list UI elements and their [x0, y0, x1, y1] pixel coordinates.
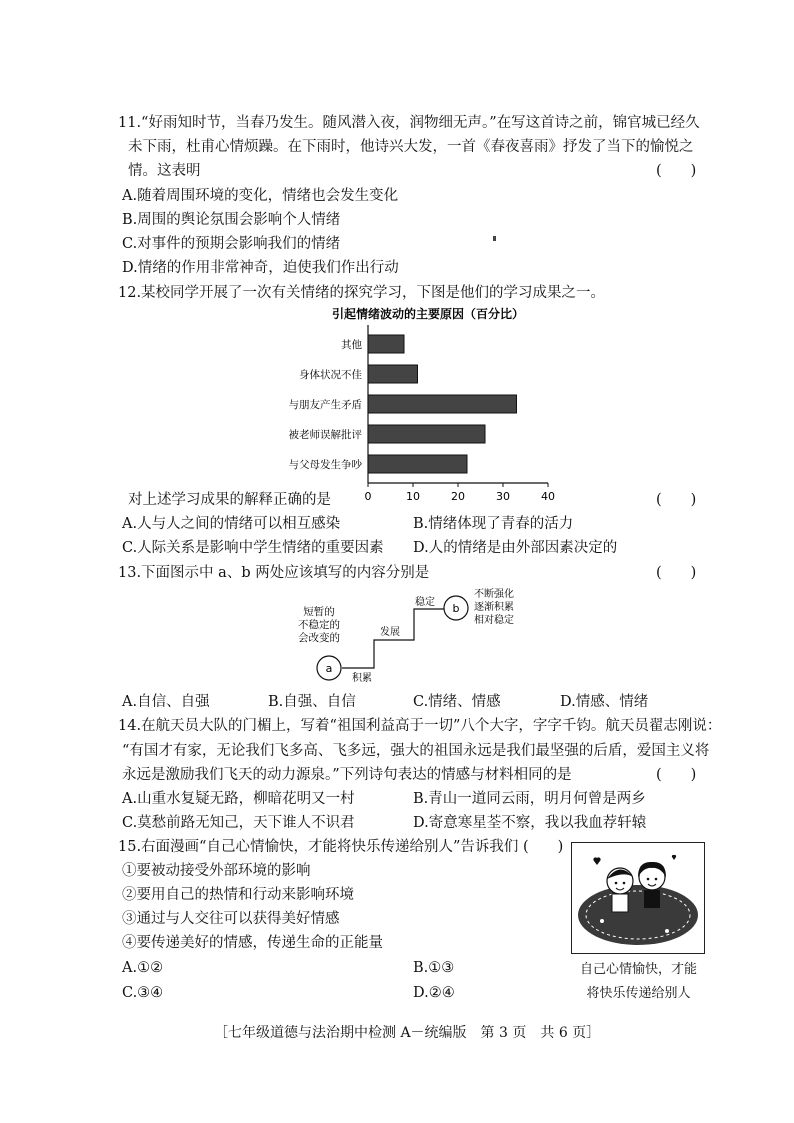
q12-question: 对上述学习成果的解释正确的是 [128, 492, 331, 508]
chart-x-tick-label: 30 [496, 490, 510, 503]
q14-option-b: B.青山一道同云雨，明月何曾是两乡 [413, 791, 646, 807]
q13-answer-paren: ( ) [656, 565, 697, 581]
comic-caption-line-1: 自己心情愉快，才能 [579, 962, 697, 977]
chart-x-tick-label: 0 [364, 490, 372, 503]
q15-item-1: ①要被动接受外部环境的影响 [122, 863, 311, 879]
q13-stem: 13.下面图示中 a、b 两处应该填写的内容分别是 [118, 565, 430, 581]
chart-title: 引起情绪波动的主要原因（百分比） [331, 307, 525, 321]
a-desc-line-2: 不稳定的 [298, 619, 340, 631]
q14-answer-paren: ( ) [656, 767, 697, 783]
q11-option-d: D.情绪的作用非常神奇，迫使我们作出行动 [122, 260, 399, 276]
q12-option-c: C.人际关系是影响中学生情绪的重要因素 [122, 540, 384, 556]
q13-option-c: C.情绪、情感 [413, 694, 501, 710]
chart-bar [368, 425, 485, 443]
q14-stem-line-2: “有国才有家，无论我们飞多高、飞多远，强大的祖国永远是我们最坚强的后盾，爱国主义将 [122, 743, 710, 759]
comic-caption-line-2: 将快乐传递给别人 [586, 986, 691, 1001]
chart-bar [368, 365, 418, 383]
q11-answer-paren: ( ) [656, 163, 697, 179]
q12-stem: 12.某校同学开展了一次有关情绪的探究学习，下图是他们的学习成果之一。 [118, 285, 606, 301]
chart-x-tick-label: 20 [451, 490, 465, 503]
b-desc-line-1: 不断强化 [474, 589, 514, 600]
step-stable-label: 稳定 [415, 597, 435, 608]
q15-stem: 15.右面漫画“自己心情愉快，才能将快乐传递给别人”告诉我们 ( ) [118, 839, 564, 855]
scan-speck [493, 236, 496, 241]
q14-option-c: C.莫愁前路无知己，天下谁人不识君 [122, 815, 355, 831]
q14-stem-line-1: 14.在航天员大队的门楣上，写着“祖国利益高于一切”八个大字，字字千钧。航天员翟志刚说： [118, 718, 722, 734]
q15-option-c: C.③④ [122, 985, 164, 1001]
label-b: b [452, 602, 460, 615]
step-develop-label: 发展 [380, 627, 400, 638]
q12-option-b: B.情绪体现了青春的活力 [413, 516, 574, 532]
q13-option-a: A.自信、自强 [122, 694, 210, 710]
chart-category-label: 其他 [341, 339, 362, 351]
emotion-cause-bar-chart [268, 305, 568, 503]
chart-bar [368, 455, 467, 473]
q12-option-d: D.人的情绪是由外部因素决定的 [413, 540, 618, 556]
b-desc-line-3: 相对稳定 [474, 615, 514, 626]
q12-option-a: A.人与人之间的情绪可以相互感染 [122, 516, 341, 532]
chart-x-tick-label: 40 [541, 490, 555, 503]
step-accumulate-label: 积累 [352, 673, 372, 684]
a-desc-line-3: 会改变的 [298, 632, 340, 644]
chart-category-label: 与朋友产生矛盾 [288, 399, 362, 411]
a-desc-line-1: 短暂的 [303, 606, 335, 618]
chart-bar [368, 395, 517, 413]
q13-option-b: B.自强、自信 [268, 694, 356, 710]
chart-category-label: 与父母发生争吵 [288, 459, 362, 471]
q15-item-3: ③通过与人交往可以获得美好情感 [122, 911, 340, 927]
page-footer: ［七年级道德与法治期中检测 A－统编版 第 3 页 共 6 页］ [214, 1025, 601, 1041]
q12-answer-paren: ( ) [656, 492, 697, 508]
q14-option-a: A.山重水复疑无路，柳暗花明又一村 [122, 791, 355, 807]
q14-stem-line-3: 永远是激励我们飞天的动力源泉。”下列诗句表达的情感与材料相同的是 [122, 767, 572, 783]
q11-option-b: B.周围的舆论氛围会影响个人情绪 [122, 212, 341, 228]
q15-item-2: ②要用自己的热情和行动来影响环境 [122, 887, 354, 903]
label-a: a [325, 662, 333, 675]
q15-option-d: D.②④ [413, 985, 455, 1001]
q13-option-d: D.情感、情绪 [560, 694, 649, 710]
step-line [342, 609, 444, 668]
q11-option-c: C.对事件的预期会影响我们的情绪 [122, 236, 341, 252]
chart-category-label: 身体状况不佳 [299, 369, 362, 381]
q11-stem-line-2: 未下雨，杜甫心情烦躁。在下雨时，他诗兴大发，一首《春夜喜雨》抒发了当下的愉悦之 [128, 139, 694, 155]
q15-option-b: B.①③ [413, 960, 455, 976]
q15-item-4: ④要传递美好的情感，传递生命的正能量 [122, 935, 383, 951]
q11-stem-line-3: 情。这表明 [128, 163, 201, 179]
q11-option-a: A.随着周围环境的变化，情绪也会发生变化 [122, 188, 399, 204]
chart-bar [368, 335, 404, 353]
q14-option-d: D.寄意寒星荃不察，我以我血荐轩辕 [413, 815, 647, 831]
comic-illustration [571, 842, 705, 954]
chart-category-label: 被老师误解批评 [288, 429, 362, 441]
chart-x-tick-label: 10 [406, 490, 420, 503]
emotion-feeling-step-diagram [294, 588, 514, 688]
q11-stem-line-1: 11.“好雨知时节，当春乃发生。随风潜入夜，润物细无声。”在写这首诗之前，锦官城已经久 [118, 115, 700, 131]
b-desc-line-2: 逐渐积累 [474, 602, 514, 613]
q15-option-a: A.①② [122, 960, 164, 976]
